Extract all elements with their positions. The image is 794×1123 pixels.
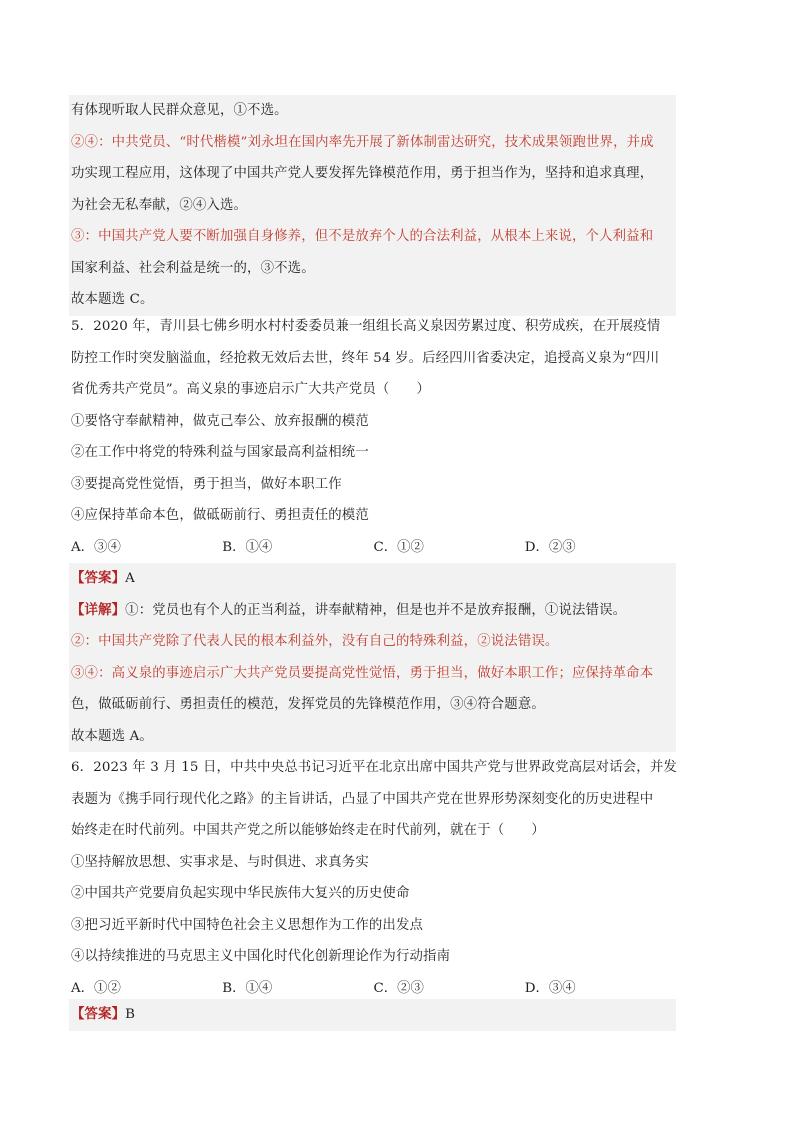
detail-line: ③④：高义泉的事迹启示广大共产党员要提高党性觉悟，勇于担当，做好本职工作；应保持革命本 bbox=[71, 665, 654, 681]
explanation-line: 功实现工程应用，这体现了中国共产党人要发挥先锋模范作用，勇于担当作为，坚持和追求真理， bbox=[71, 166, 654, 181]
question-stem: 防控工作时突发脑溢血，经抢救无效后去世，终年 54 岁。后经四川省委决定，追授高义泉为“四川 bbox=[71, 350, 660, 366]
statement-item: ④应保持革命本色，做砥砺前行、勇担责任的模范 bbox=[71, 508, 369, 523]
question-5 bbox=[69, 311, 676, 563]
explanation-line: ③：中国共产党人要不断加强自身修养，但不是放弃个人的合法利益，从根本上来说，个人利益和 bbox=[71, 229, 654, 244]
answer-tag: 【答案】 bbox=[71, 1006, 126, 1022]
option-c: C．②③ bbox=[373, 980, 424, 996]
question-stem: 省优秀共产党员”。高义泉的事迹启示广大共产党员（ ） bbox=[71, 382, 431, 397]
explanation-line: 为社会无私奉献，②④入选。 bbox=[71, 197, 248, 213]
question-stem: 6．2023 年 3 月 15 日，中共中央总书记习近平在北京出席中国共产党与世界政党高层对话会，并发 bbox=[71, 760, 677, 775]
option-d: D．②③ bbox=[524, 539, 576, 555]
explanation-line: 有体现听取人民群众意见，①不选。 bbox=[71, 103, 288, 118]
conclusion-line: 故本题选 A。 bbox=[71, 728, 153, 744]
conclusion-line: 故本题选 C。 bbox=[71, 292, 154, 307]
statement-item: ③把习近平新时代中国特色社会主义思想作为工作的出发点 bbox=[71, 917, 424, 933]
option-b: B．①④ bbox=[222, 980, 273, 996]
statement-item: ②中国共产党要肩负起实现中华民族伟大复兴的历史使命 bbox=[71, 886, 410, 901]
detail-line: 色，做砥砺前行、勇担责任的模范，发挥党员的先锋模范作用，③④符合题意。 bbox=[71, 697, 545, 712]
question-stem: 始终走在时代前列。中国共产党之所以能够始终走在时代前列，就在于（ ） bbox=[71, 823, 545, 838]
option-c: C．①② bbox=[373, 539, 424, 555]
option-b: B．①④ bbox=[222, 539, 273, 555]
detail-text: ①：党员也有个人的正当利益，讲奉献精神，但是也并不是放弃报酬，①说法错误。 bbox=[125, 602, 627, 618]
detail-line bbox=[69, 595, 676, 627]
statement-item: ①要恪守奉献精神，做克己奉公、放弃报酬的模范 bbox=[71, 413, 369, 429]
explanation-line: ②④：中共党员、“时代楷模”刘永坦在国内率先开展了新体制雷达研究，技术成果领跑世界，并成 bbox=[71, 134, 654, 150]
answer-value: B bbox=[125, 1007, 136, 1022]
statement-item: ②在工作中将党的特殊利益与国家最高利益相统一 bbox=[71, 445, 369, 460]
answer-value: A bbox=[125, 571, 135, 586]
question-stem: 5．2020 年，青川县七佛乡明水村村委委员兼一组组长高义泉因劳累过度、积劳成疾，在开展疫情 bbox=[71, 319, 661, 334]
question-6 bbox=[69, 752, 676, 1004]
option-a: A．①② bbox=[71, 980, 121, 996]
statement-item: ①坚持解放思想、实事求是、与时俱进、求真务实 bbox=[71, 854, 369, 870]
statement-item: ④以持续推进的马克思主义中国化时代化创新理论作为行动指南 bbox=[71, 949, 451, 964]
detail-line: ②：中国共产党除了代表人民的根本利益外，没有自己的特殊利益，②说法错误。 bbox=[71, 634, 559, 649]
detail-tag: 【详解】 bbox=[71, 601, 126, 618]
option-d: D．③④ bbox=[524, 980, 576, 996]
answer-options bbox=[69, 532, 676, 564]
option-a: A．③④ bbox=[71, 539, 121, 555]
question-6-answer-block bbox=[69, 999, 676, 1031]
answer-tag: 【答案】 bbox=[71, 570, 126, 586]
statement-item: ③要提高党性觉悟，勇于担当，做好本职工作 bbox=[71, 476, 342, 492]
answer-line bbox=[69, 999, 676, 1031]
explanation-line: 国家利益、社会利益是统一的，③不选。 bbox=[71, 260, 315, 276]
answer-line bbox=[69, 563, 676, 595]
question-5-answer-block bbox=[69, 563, 676, 752]
question-stem: 表题为《携手同行现代化之路》的主旨讲话，凸显了中国共产党在世界形势深刻变化的历史进程中 bbox=[71, 791, 654, 807]
previous-explanation-block bbox=[69, 95, 676, 316]
